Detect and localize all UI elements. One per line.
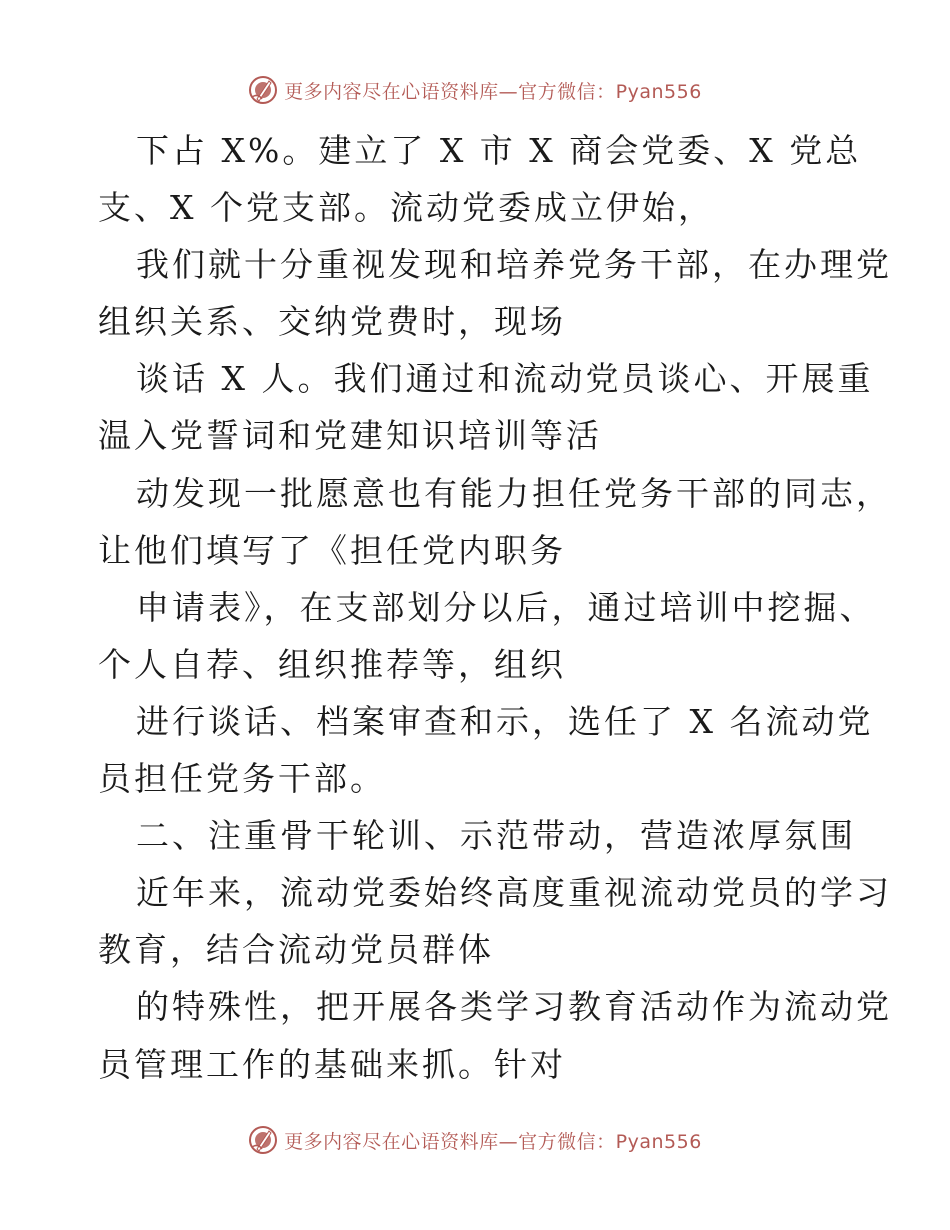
text-line: 我们就十分重视发现和培养党务干部，在办理党: [136, 245, 892, 285]
watermark-footer: [0, 1120, 950, 1160]
text-line: 员担任党务干部。: [98, 759, 386, 799]
text-line: 个人自荐、组织推荐等，组织: [98, 644, 566, 684]
text-line: 员管理工作的基础来抓。针对: [98, 1044, 566, 1084]
text-line: 动发现一批愿意也有能力担任党务干部的同志，: [136, 473, 892, 513]
text-line: 近年来，流动党委始终高度重视流动党员的学习: [136, 873, 892, 913]
text-line: 申请表》，在支部划分以后，通过培训中挖掘、: [136, 587, 876, 627]
text-line: 进行谈话、档案审查和示，选任了 X 名流动党: [136, 701, 874, 741]
quill-seal-icon: [248, 1125, 278, 1155]
text-line: 二、注重骨干轮训、示范带动，营造浓厚氛围: [136, 816, 856, 856]
quill-seal-icon: [248, 75, 278, 105]
text-line: 让他们填写了《担任党内职务: [98, 530, 566, 570]
text-line: 教育，结合流动党员群体: [98, 930, 494, 970]
text-line: 的特殊性，把开展各类学习教育活动作为流动党: [136, 987, 892, 1027]
text-line: 谈话 X 人。我们通过和流动党员谈心、开展重: [136, 359, 874, 399]
watermark-header: [0, 70, 950, 110]
text-line: 组织关系、交纳党费时，现场: [98, 302, 566, 342]
watermark-text: 更多内容尽在心语资料库—官方微信：Pyan556: [284, 80, 702, 103]
watermark-text: 更多内容尽在心语资料库—官方微信：Pyan556: [284, 1130, 702, 1153]
text-line: 下占 X%。建立了 X 市 X 商会党委、X 党总: [136, 131, 862, 170]
text-line: 温入党誓词和党建知识培训等活: [98, 416, 602, 456]
text-line: 支、X 个党支部。流动党委成立伊始，: [98, 188, 714, 228]
document-body: [98, 122, 892, 1093]
